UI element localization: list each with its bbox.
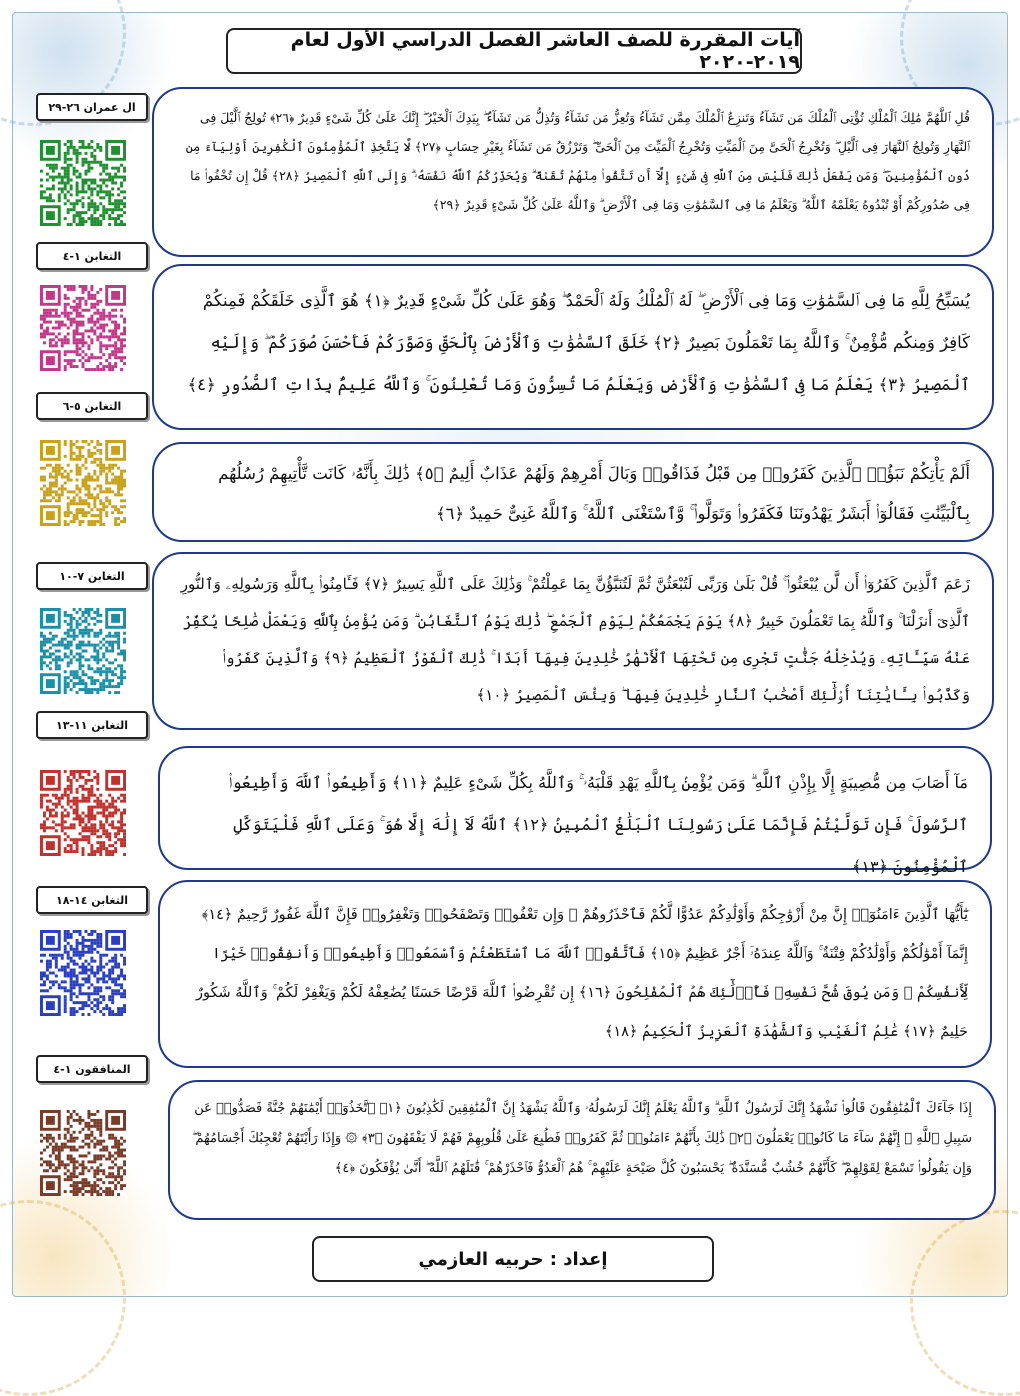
verse-panel — [152, 442, 994, 542]
qr-code[interactable] — [40, 608, 126, 694]
verse-panel — [168, 1080, 996, 1220]
qr-code[interactable] — [40, 440, 126, 526]
section-label: ال عمران ٢٦-٢٩ — [36, 93, 148, 121]
verse-panel — [152, 264, 994, 430]
verse-text: مَآ أَصَابَ مِن مُّصِيبَةٍ إِلَّا بِإِذْنِ ٱللَّهِ ۗ وَمَن يُؤْمِنۢ بِٱللَّهِ يَهْدِ قَلْبَهُۥ ۚ وَٱللَّهُ بِكُلِّ شَىْءٍ عَلِيمٌ ﴿١١﴾ وَأَطِيعُوا۟ ٱللَّهَ وَأَطِيعُوا۟ ٱلرَّسُولَ ۚ فَإِن تَوَلَّيْتُمْ فَإِنَّمَا عَلَىٰ رَسُولِنَا ٱلْبَلَٰغُ ٱلْمُبِينُ ﴿١٢﴾ ٱللَّهُ لَآ إِلَٰهَ إِلَّا هُوَ ۚ وَعَلَى ٱللَّهِ فَلْيَتَوَكَّلِ ٱلْمُؤْمِنُونَ ﴿١٣﴾ — [228, 773, 968, 876]
section-label: التغابن ٥-٦ — [36, 392, 148, 420]
section-label: المنافقون ١-٤ — [36, 1055, 148, 1083]
verse-text: قُلِ ٱللَّهُمَّ مَٰلِكَ ٱلْمُلْكِ تُؤْتِى ٱلْمُلْكَ مَن تَشَآءُ وَتَنزِعُ ٱلْمُلْكَ مِمَّن تَشَآءُ وَتُعِزُّ مَن تَشَآءُ وَتُذِلُّ مَن تَشَآءُ ۖ بِيَدِكَ ٱلْخَيْرُ ۖ إِنَّكَ عَلَىٰ كُلِّ شَىْءٍ قَدِيرٌ ﴿٢٦﴾ تُولِجُ ٱلَّيْلَ فِى ٱلنَّهَارِ وَتُولِجُ ٱلنَّهَارَ فِى ٱلَّيْلِ ۖ وَتُخْرِجُ ٱلْحَىَّ مِنَ ٱلْمَيِّتِ وَتُخْرِجُ ٱلْمَيِّتَ مِنَ ٱلْحَىِّ ۖ وَتَرْزُقُ مَن تَشَآءُ بِغَيْرِ حِسَابٍ ﴿٢٧﴾ لَّا يَتَّخِذِ ٱلْمُؤْمِنُونَ ٱلْكَٰفِرِينَ أَوْلِيَآءَ مِن دُونِ ٱلْمُؤْمِنِينَ ۖ وَمَن يَفْعَلْ ذَٰلِكَ فَلَيْسَ مِنَ ٱللَّهِ فِى شَىْءٍ إِلَّآ أَن تَتَّقُوا۟ مِنْهُمْ تُقَىٰةً ۗ وَيُحَذِّرُكُمُ ٱللَّهُ نَفْسَهُۥ ۗ وَإِلَى ٱللَّهِ ٱلْمَصِيرُ ﴿٢٨﴾ قُلْ إِن تُخْفُوا۟ مَا فِى صُدُورِكُمْ أَوْ تُبْدُوهُ يَعْلَمْهُ ٱللَّهُ ۗ وَيَعْلَمُ مَا فِى ٱلسَّمَٰوَٰتِ وَمَا فِى ٱلْأَرْضِ ۗ وَٱللَّهُ عَلَىٰ كُلِّ شَىْءٍ قَدِيرٌ ﴿٢٩﴾ — [185, 110, 970, 212]
verse-text: زَعَمَ ٱلَّذِينَ كَفَرُوٓا۟ أَن لَّن يُبْعَثُوا۟ ۚ قُلْ بَلَىٰ وَرَبِّى لَتُبْعَثُنَّ ثُمَّ لَتُنَبَّؤُنَّ بِمَا عَمِلْتُمْ ۚ وَذَٰلِكَ عَلَى ٱللَّهِ يَسِيرٌ ﴿٧﴾ فَـَٔامِنُوا۟ بِٱللَّهِ وَرَسُولِهِۦ وَٱلنُّورِ ٱلَّذِىٓ أَنزَلْنَا ۚ وَٱللَّهُ بِمَا تَعْمَلُونَ خَبِيرٌ ﴿٨﴾ يَوْمَ يَجْمَعُكُمْ لِيَوْمِ ٱلْجَمْعِ ۖ ذَٰلِكَ يَوْمُ ٱلتَّغَابُنِ ۗ وَمَن يُؤْمِنۢ بِٱللَّهِ وَيَعْمَلْ صَٰلِحًا يُكَفِّرْ عَنْهُ سَيِّـَٔاتِهِۦ وَيُدْخِلْهُ جَنَّٰتٍ تَجْرِى مِن تَحْتِهَا ٱلْأَنْهَٰرُ خَٰلِدِينَ فِيهَآ أَبَدًا ۚ ذَٰلِكَ ٱلْفَوْزُ ٱلْعَظِيمُ ﴿٩﴾ وَٱلَّذِينَ كَفَرُوا۟ وَكَذَّبُوا۟ بِـَٔايَٰتِنَآ أُو۟لَٰٓئِكَ أَصْحَٰبُ ٱلنَّارِ خَٰلِدِينَ فِيهَا ۖ وَبِئْسَ ٱلْمَصِيرُ ﴿١٠﴾ — [180, 575, 970, 704]
verse-panel — [152, 552, 994, 730]
verse-panel — [152, 87, 994, 257]
section-label: التغابن ١٤-١٨ — [36, 886, 148, 914]
qr-code[interactable] — [40, 140, 126, 226]
section-label: التغابن ٧-١٠ — [36, 562, 148, 590]
verse-text: أَلَمْ يَأْتِكُمْ نَبَؤُا۟ ٱلَّذِينَ كَفَرُوا۟ مِن قَبْلُ فَذَاقُوا۟ وَبَالَ أَمْرِهِمْ وَلَهُمْ عَذَابٌ أَلِيمٌ ﴿٥﴾ ذَٰلِكَ بِأَنَّهُۥ كَانَت تَّأْتِيهِمْ رُسُلُهُم بِٱلْبَيِّنَٰتِ فَقَالُوٓا۟ أَبَشَرٌ يَهْدُونَنَا فَكَفَرُوا۟ وَتَوَلَّوا۟ ۚ وَّٱسْتَغْنَى ٱللَّهُ ۚ وَٱللَّهُ غَنِىٌّ حَمِيدٌ ﴿٦﴾ — [218, 464, 970, 523]
qr-code[interactable] — [40, 285, 126, 371]
qr-code[interactable] — [40, 930, 126, 1016]
verse-text: يَٰٓأَيُّهَا ٱلَّذِينَ ءَامَنُوٓا۟ إِنَّ مِنْ أَزْوَٰجِكُمْ وَأَوْلَٰدِكُمْ عَدُوًّا لَّكُمْ فَٱحْذَرُوهُمْ ۚ وَإِن تَعْفُوا۟ وَتَصْفَحُوا۟ وَتَغْفِرُوا۟ فَإِنَّ ٱللَّهَ غَفُورٌ رَّحِيمٌ ﴿١٤﴾ إِنَّمَآ أَمْوَٰلُكُمْ وَأَوْلَٰدُكُمْ فِتْنَةٌ ۚ وَٱللَّهُ عِندَهُۥٓ أَجْرٌ عَظِيمٌ ﴿١٥﴾ فَٱتَّقُوا۟ ٱللَّهَ مَا ٱسْتَطَعْتُمْ وَٱسْمَعُوا۟ وَأَطِيعُوا۟ وَأَنفِقُوا۟ خَيْرًا لِّأَنفُسِكُمْ ۗ وَمَن يُوقَ شُحَّ نَفْسِهِۦ فَأُو۟لَٰٓئِكَ هُمُ ٱلْمُفْلِحُونَ ﴿١٦﴾ إِن تُقْرِضُوا۟ ٱللَّهَ قَرْضًا حَسَنًا يُضَٰعِفْهُ لَكُمْ وَيَغْفِرْ لَكُمْ ۚ وَٱللَّهُ شَكُورٌ حَلِيمٌ ﴿١٧﴾ عَٰلِمُ ٱلْغَيْبِ وَٱلشَّهَٰدَةِ ٱلْعَزِيزُ ٱلْحَكِيمُ ﴿١٨﴾ — [196, 907, 968, 1040]
section-label: التغابن ١١-١٣ — [36, 711, 148, 739]
qr-code[interactable] — [40, 770, 126, 856]
page-title: آيات المقررة للصف العاشر الفصل الدراسي الأول لعام ٢٠١٩-٢٠٢٠ — [226, 28, 802, 74]
verse-text: يُسَبِّحُ لِلَّهِ مَا فِى ٱلسَّمَٰوَٰتِ وَمَا فِى ٱلْأَرْضِ ۖ لَهُ ٱلْمُلْكُ وَلَهُ ٱلْحَمْدُ ۖ وَهُوَ عَلَىٰ كُلِّ شَىْءٍ قَدِيرٌ ﴿١﴾ هُوَ ٱلَّذِى خَلَقَكُمْ فَمِنكُمْ كَافِرٌ وَمِنكُم مُّؤْمِنٌ ۚ وَٱللَّهُ بِمَا تَعْمَلُونَ بَصِيرٌ ﴿٢﴾ خَلَقَ ٱلسَّمَٰوَٰتِ وَٱلْأَرْضَ بِٱلْحَقِّ وَصَوَّرَكُمْ فَأَحْسَنَ صُوَرَكُمْ ۖ وَإِلَيْهِ ٱلْمَصِيرُ ﴿٣﴾ يَعْلَمُ مَا فِى ٱلسَّمَٰوَٰتِ وَٱلْأَرْضِ وَيَعْلَمُ مَا تُسِرُّونَ وَمَا تُعْلِنُونَ ۚ وَٱللَّهُ عَلِيمٌۢ بِذَاتِ ٱلصُّدُورِ ﴿٤﴾ — [187, 291, 970, 394]
verse-panel — [158, 746, 992, 876]
qr-code[interactable] — [40, 1110, 126, 1196]
verse-text: إِذَا جَآءَكَ ٱلْمُنَٰفِقُونَ قَالُوا۟ نَشْهَدُ إِنَّكَ لَرَسُولُ ٱللَّهِ ۗ وَٱللَّهُ يَعْلَمُ إِنَّكَ لَرَسُولُهُۥ وَٱللَّهُ يَشْهَدُ إِنَّ ٱلْمُنَٰفِقِينَ لَكَٰذِبُونَ ﴿١﴾ ٱتَّخَذُوٓا۟ أَيْمَٰنَهُمْ جُنَّةً فَصَدُّوا۟ عَن سَبِيلِ ٱللَّهِ ۚ إِنَّهُمْ سَآءَ مَا كَانُوا۟ يَعْمَلُونَ ﴿٢﴾ ذَٰلِكَ بِأَنَّهُمْ ءَامَنُوا۟ ثُمَّ كَفَرُوا۟ فَطُبِعَ عَلَىٰ قُلُوبِهِمْ فَهُمْ لَا يَفْقَهُونَ ﴿٣﴾ ۞ وَإِذَا رَأَيْتَهُمْ تُعْجِبُكَ أَجْسَامُهُمْ ۖ وَإِن يَقُولُوا۟ تَسْمَعْ لِقَوْلِهِمْ ۖ كَأَنَّهُمْ خُشُبٌ مُّسَنَّدَةٌ ۖ يَحْسَبُونَ كُلَّ صَيْحَةٍ عَلَيْهِمْ ۚ هُمُ ٱلْعَدُوُّ فَٱحْذَرْهُمْ ۚ قَٰتَلَهُمُ ٱللَّهُ ۖ أَنَّىٰ يُؤْفَكُونَ ﴿٤﴾ — [192, 1101, 972, 1176]
author-credit: إعداد : حربيه العازمي — [312, 1236, 714, 1282]
section-label: التغابن ١-٤ — [36, 242, 148, 270]
verse-panel — [158, 880, 992, 1068]
